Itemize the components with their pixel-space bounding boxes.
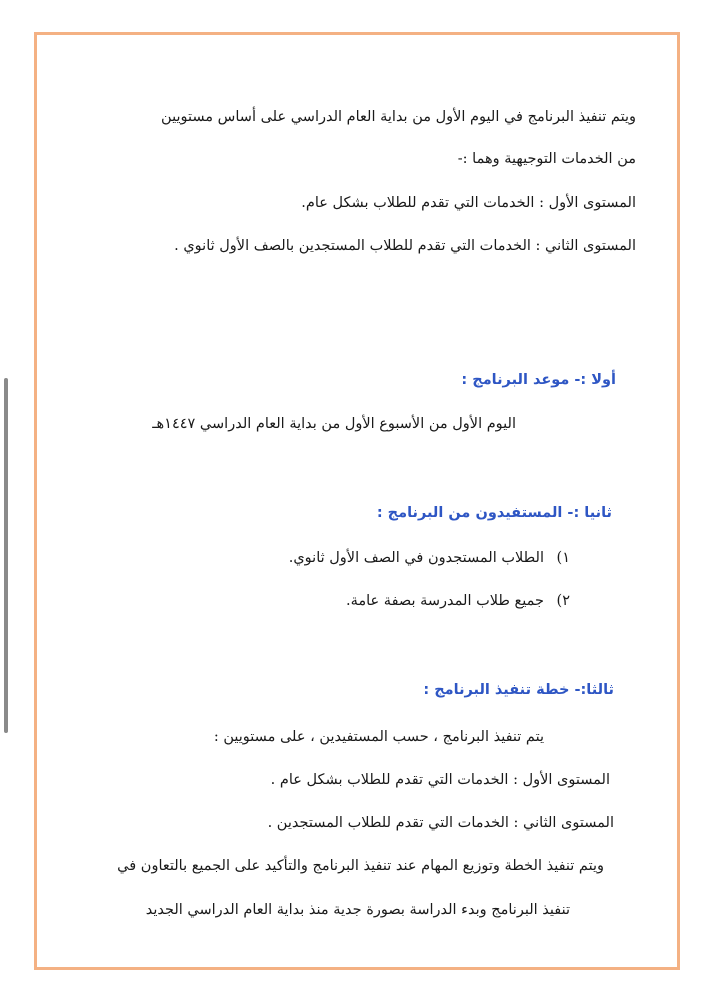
list-item-number: ١) bbox=[556, 550, 570, 566]
section1-heading: أولا :- موعد البرنامج : bbox=[461, 372, 616, 388]
section3-heading: ثالثا:- خطة تنفيذ البرنامج : bbox=[423, 682, 614, 698]
intro-line-3: المستوى الأول : الخدمات التي تقدم للطلاب بشكل عام. bbox=[301, 195, 636, 211]
section2-heading: ثانيا :- المستفيدون من البرنامج : bbox=[376, 505, 612, 521]
list-item-text: الطلاب المستجدون في الصف الأول ثانوي. bbox=[288, 550, 544, 566]
list-item bbox=[289, 548, 570, 568]
intro-line-1: ويتم تنفيذ البرنامج في اليوم الأول من بداية العام الدراسي على أساس مستويين bbox=[161, 109, 636, 125]
section1-text: اليوم الأول من الأسبوع الأول من بداية العام الدراسي ١٤٤٧هـ bbox=[152, 416, 516, 432]
section3-line-2: المستوى الأول : الخدمات التي تقدم للطلاب بشكل عام . bbox=[270, 772, 610, 788]
list-item-number: ٢) bbox=[556, 593, 570, 609]
intro-line-4: المستوى الثاني : الخدمات التي تقدم للطلاب المستجدين بالصف الأول ثانوي . bbox=[174, 238, 636, 254]
section3-line-3: المستوى الثاني : الخدمات التي تقدم للطلاب المستجدين . bbox=[267, 815, 614, 831]
section3-line-4: ويتم تنفيذ الخطة وتوزيع المهام عند تنفيذ البرنامج والتأكيد على الجميع بالتعاون في bbox=[117, 858, 604, 874]
scrollbar[interactable] bbox=[4, 378, 8, 733]
section3-line-1: يتم تنفيذ البرنامج ، حسب المستفيدين ، على مستويين : bbox=[213, 729, 544, 745]
list-item bbox=[346, 591, 570, 611]
section3-line-5: تنفيذ البرنامج وبدء الدراسة بصورة جدية منذ بداية العام الدراسي الجديد bbox=[145, 902, 570, 918]
list-item-text: جميع طلاب المدرسة بصفة عامة. bbox=[345, 593, 544, 609]
intro-line-2: من الخدمات التوجيهية وهما :- bbox=[457, 151, 636, 167]
